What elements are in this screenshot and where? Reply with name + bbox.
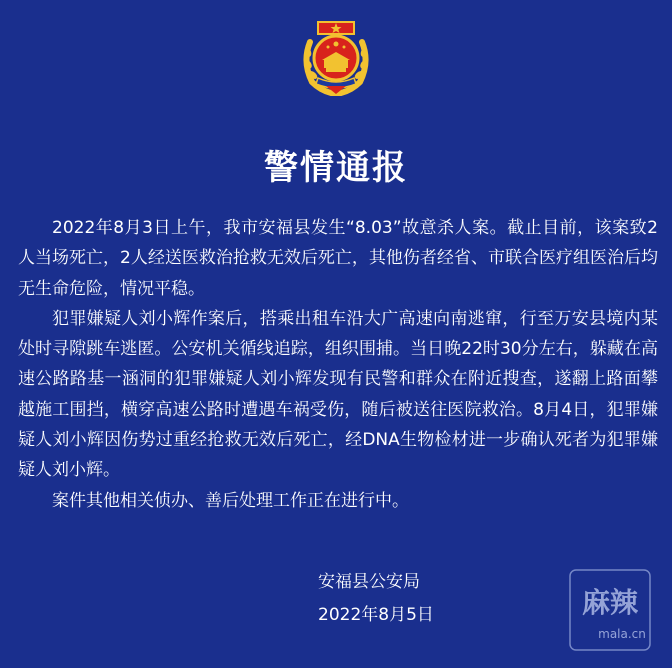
- page-title: 警情通报: [264, 148, 408, 188]
- paragraph-3: 案件其他相关侦办、善后处理工作正在进行中。: [52, 490, 409, 511]
- watermark-site: mala.cn: [598, 627, 646, 641]
- watermark-brand: 麻辣: [581, 586, 639, 619]
- mala-watermark-logo: [564, 566, 656, 654]
- paragraph-1: 2022年8月3日上午，我市安福县发生“8.03”故意杀人案。截止目前，该案致2人当场死亡，2人经送医救治抢救无效后死亡，其他伤者经省、市联合医疗组医治后均无生命危险，情况平稳。: [18, 218, 658, 299]
- police-emblem-icon: [296, 12, 376, 96]
- paragraph-2: 犯罪嫌疑人刘小辉作案后，搭乘出租车沿大广高速向南逃窜，行至万安县境内某处时寻隙跳车逃匿。公安机关循线追踪，组织围捕。当日晚22时30分左右，躲藏在高速公路路基一涵洞的犯罪嫌疑人刘小辉发现有民警和群众在附近搜查，遂翻上路面攀越施工围挡，横穿高速公路时遭遇车祸受伤，随后被送往医院救治。8月4日，犯罪嫌疑人刘小辉因伤势过重经抢救无效后死亡，经DNA生物检材进一步确认死者为犯罪嫌疑人刘小辉。: [18, 308, 658, 481]
- signature-date: 2022年8月5日: [318, 605, 434, 625]
- notice-body: [18, 213, 658, 516]
- signature-org: 安福县公安局: [318, 572, 420, 592]
